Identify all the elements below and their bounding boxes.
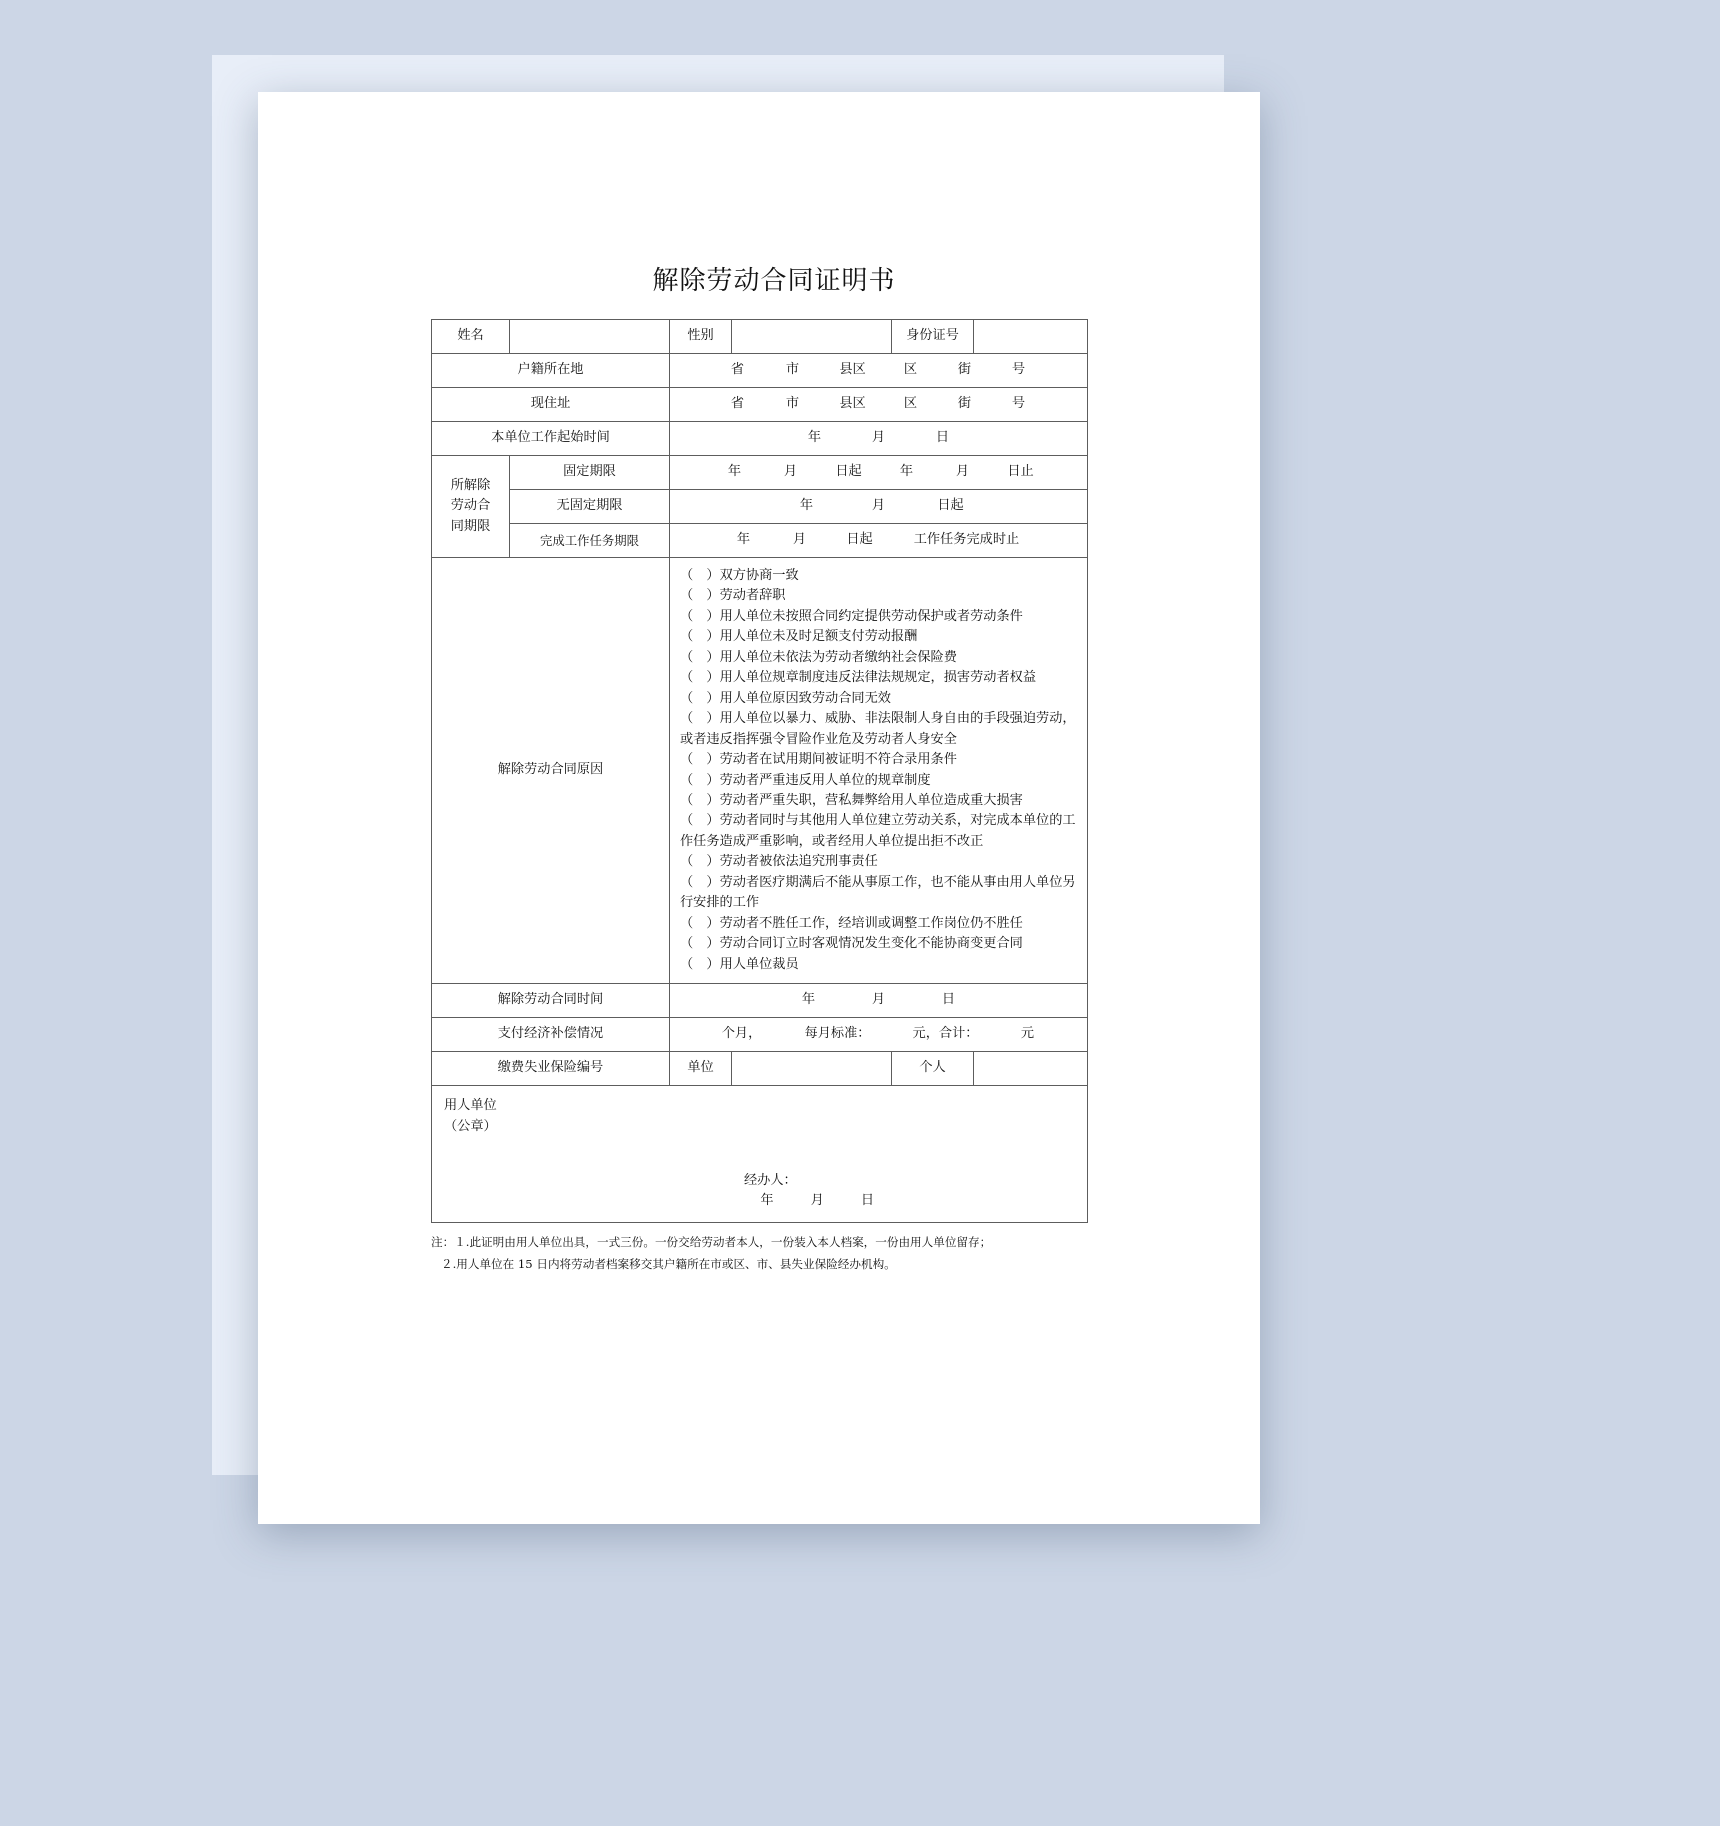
token-month: 月 <box>871 498 886 514</box>
reason-item[interactable] <box>680 648 1083 668</box>
token-year: 年 <box>736 532 751 548</box>
task-term-value-cell[interactable] <box>670 524 1088 558</box>
reason-text: 用人单位未及时足额支付劳动报酬 <box>719 629 918 645</box>
reason-text: 劳动者不胜任工作，经培训或调整工作岗位仍不胜任 <box>719 915 1023 931</box>
task-term-tokens <box>674 530 1083 550</box>
insurance-unit-input-cell[interactable] <box>732 1052 892 1086</box>
table-row-compensation <box>432 1018 1088 1052</box>
open-term-tokens <box>674 496 1083 516</box>
reason-checkbox[interactable]: （ ） <box>680 915 720 931</box>
reason-item[interactable] <box>680 627 1083 647</box>
footer-notes <box>431 1231 1087 1276</box>
table-row-fixed-term <box>432 456 1088 490</box>
token-street: 街 <box>957 362 972 378</box>
reason-checkbox[interactable]: （ ） <box>680 792 720 808</box>
footer-note-1: 注：１.此证明由用人单位出具，一式三份。一份交给劳动者本人，一份装入本人档案，一份由用人单位留存； <box>431 1234 992 1249</box>
handler-label: 经办人： <box>744 1172 797 1188</box>
token-province: 省 <box>730 362 745 378</box>
reason-checkbox[interactable]: （ ） <box>680 772 720 788</box>
gender-input-cell[interactable] <box>732 320 892 354</box>
insurance-person-input-cell[interactable] <box>974 1052 1088 1086</box>
reason-item[interactable] <box>680 586 1083 606</box>
reason-item[interactable] <box>680 689 1083 709</box>
token-month: 月 <box>810 1193 824 1209</box>
employer-label: 用人单位 <box>444 1098 497 1114</box>
table-row-signature <box>432 1086 1088 1223</box>
token-city: 市 <box>785 362 800 378</box>
reason-checkbox[interactable]: （ ） <box>680 956 720 972</box>
reasons-label: 解除劳动合同原因 <box>432 558 670 984</box>
reason-checkbox[interactable]: （ ） <box>680 874 720 890</box>
token-street: 街 <box>957 396 972 412</box>
id-number-input-cell[interactable] <box>974 320 1088 354</box>
fixed-term-value-cell[interactable] <box>670 456 1088 490</box>
terminate-time-value-cell[interactable] <box>670 984 1088 1018</box>
token-day: 日 <box>941 992 956 1008</box>
table-row-terminate-time <box>432 984 1088 1018</box>
reason-text: 用人单位以暴力、威胁、非法限制人身自由的手段强迫劳动， <box>719 711 1076 727</box>
reason-text: 劳动者严重违反用人单位的规章制度 <box>719 772 931 788</box>
terminate-time-tokens <box>674 990 1083 1010</box>
reason-text: 用人单位未按照合同约定提供劳动保护或者劳动条件 <box>719 608 1023 624</box>
reason-text: 劳动者严重失职，营私舞弊给用人单位造成重大损害 <box>719 792 1023 808</box>
reason-text: 劳动者在试用期间被证明不符合录用条件 <box>719 752 957 768</box>
group-label-line-1: 所解除 <box>450 477 491 493</box>
reason-checkbox[interactable]: （ ） <box>680 588 720 604</box>
name-input-cell[interactable] <box>510 320 670 354</box>
hukou-label: 户籍所在地 <box>432 354 670 388</box>
address-tokens <box>674 394 1083 414</box>
table-row-insurance <box>432 1052 1088 1086</box>
reason-item[interactable] <box>680 750 1083 770</box>
reason-checkbox[interactable]: （ ） <box>680 568 720 583</box>
hukou-value-cell[interactable] <box>670 354 1088 388</box>
reason-text: 劳动者被依法追究刑事责任 <box>719 854 878 870</box>
reason-text: 用人单位原因致劳动合同无效 <box>719 690 891 706</box>
seal-label: （公章） <box>444 1118 497 1134</box>
start-work-label: 本单位工作起始时间 <box>432 422 670 456</box>
reason-item[interactable] <box>680 873 1083 893</box>
footer-note-2: ２.用人单位在 15 日内将劳动者档案移交其户籍所在市或区、市、县失业保险经办机构。 <box>441 1257 896 1272</box>
token-month: 月 <box>792 532 807 548</box>
reason-item[interactable] <box>680 607 1083 627</box>
token-day-to: 日止 <box>1007 464 1034 480</box>
reason-text: 用人单位未依法为劳动者缴纳社会保险费 <box>719 649 957 665</box>
compensation-tokens <box>674 1024 1083 1044</box>
token-district: 区 <box>903 396 918 412</box>
signature-block[interactable] <box>432 1086 1088 1223</box>
token-day: 日 <box>860 1193 874 1209</box>
reason-text: 劳动者同时与其他用人单位建立劳动关系，对完成本单位的工 <box>719 813 1076 829</box>
reason-checkbox[interactable]: （ ） <box>680 936 720 952</box>
fixed-term-tokens <box>674 462 1083 482</box>
open-term-label: 无固定期限 <box>510 490 670 524</box>
reason-checkbox[interactable]: （ ） <box>680 854 720 870</box>
token-monthly-standard: 每月标准： <box>804 1026 871 1042</box>
token-number: 号 <box>1011 362 1026 378</box>
token-year-from: 年 <box>727 464 742 480</box>
reason-text: 劳动者医疗期满后不能从事原工作，也不能从事由用人单位另 <box>719 874 1076 890</box>
reason-text: 双方协商一致 <box>719 568 799 583</box>
start-work-date-tokens <box>674 428 1083 448</box>
token-city: 市 <box>785 396 800 412</box>
task-term-label: 完成工作任务期限 <box>510 524 670 558</box>
token-month: 月 <box>871 430 886 446</box>
start-work-value-cell[interactable] <box>670 422 1088 456</box>
reason-text: 劳动者辞职 <box>719 588 786 604</box>
token-year-to: 年 <box>899 464 914 480</box>
reason-item[interactable] <box>680 668 1083 688</box>
reason-text-continuation: 行安排的工作 <box>680 895 760 911</box>
form-container <box>431 319 1087 1276</box>
token-day-start: 日起 <box>846 532 873 548</box>
token-year: 年 <box>801 992 816 1008</box>
token-month-from: 月 <box>783 464 798 480</box>
token-number: 号 <box>1011 396 1026 412</box>
current-address-label: 现住址 <box>432 388 670 422</box>
reason-checkbox[interactable]: （ ） <box>680 608 720 624</box>
gender-label: 性别 <box>670 320 732 354</box>
token-county: 县区 <box>839 396 866 412</box>
table-row-identity <box>432 320 1088 354</box>
insurance-unit-label: 单位 <box>670 1052 732 1086</box>
token-year: 年 <box>760 1193 774 1209</box>
reason-checkbox[interactable]: （ ） <box>680 670 720 686</box>
reason-item[interactable] <box>680 771 1083 791</box>
table-row-open-term <box>432 490 1088 524</box>
token-yuan: 元 <box>1020 1026 1035 1042</box>
reason-text: 劳动合同订立时客观情况发生变化不能协商变更合同 <box>719 936 1023 952</box>
table-row-hukou <box>432 354 1088 388</box>
id-number-label: 身份证号 <box>892 320 974 354</box>
insurance-label: 缴费失业保险编号 <box>432 1052 670 1086</box>
reasons-list[interactable] <box>670 558 1088 984</box>
token-total: 元，合计： <box>912 1026 979 1042</box>
reason-item[interactable] <box>680 852 1083 872</box>
signature-date-tokens <box>444 1191 1075 1211</box>
hukou-tokens <box>674 360 1083 380</box>
terminate-time-label: 解除劳动合同时间 <box>432 984 670 1018</box>
reason-item[interactable] <box>680 566 1083 586</box>
compensation-value-cell[interactable] <box>670 1018 1088 1052</box>
reason-text: 用人单位裁员 <box>719 956 799 972</box>
token-year: 年 <box>799 498 814 514</box>
compensation-label: 支付经济补偿情况 <box>432 1018 670 1052</box>
reason-item[interactable] <box>680 914 1083 934</box>
page-title: 解除劳动合同证明书 <box>652 266 896 296</box>
table-row-task-term <box>432 524 1088 558</box>
token-day-start: 日起 <box>937 498 964 514</box>
group-label-line-2: 劳动合 <box>450 498 491 514</box>
reason-checkbox[interactable]: （ ） <box>680 711 720 727</box>
reason-text: 用人单位规章制度违反法律法规规定，损害劳动者权益 <box>719 670 1037 686</box>
token-month: 月 <box>871 992 886 1008</box>
token-month-to: 月 <box>955 464 970 480</box>
token-district: 区 <box>903 362 918 378</box>
certificate-table <box>431 319 1088 1223</box>
token-until-task-done: 工作任务完成时止 <box>913 532 1020 548</box>
group-label-line-3: 同期限 <box>450 518 491 534</box>
token-county: 县区 <box>839 362 866 378</box>
document-sheet <box>258 92 1260 1524</box>
reason-item[interactable] <box>680 709 1083 729</box>
table-row-reasons <box>432 558 1088 984</box>
table-row-address <box>432 388 1088 422</box>
insurance-person-label: 个人 <box>892 1052 974 1086</box>
contract-term-group-label <box>432 456 510 558</box>
reason-item[interactable] <box>680 955 1083 975</box>
table-row-start-work <box>432 422 1088 456</box>
current-address-value-cell[interactable] <box>670 388 1088 422</box>
token-months: 个月， <box>721 1026 762 1042</box>
reason-checkbox[interactable]: （ ） <box>680 752 720 768</box>
reason-checkbox[interactable]: （ ） <box>680 813 720 829</box>
name-label: 姓名 <box>432 320 510 354</box>
reason-text-continuation: 作任务造成严重影响，或者经用人单位提出拒不改正 <box>680 833 984 849</box>
token-year: 年 <box>807 430 822 446</box>
reason-item[interactable] <box>680 791 1083 811</box>
token-day-from: 日起 <box>835 464 862 480</box>
reason-checkbox[interactable]: （ ） <box>680 649 720 665</box>
reason-checkbox[interactable]: （ ） <box>680 629 720 645</box>
reason-checkbox[interactable]: （ ） <box>680 690 720 706</box>
token-province: 省 <box>730 396 745 412</box>
open-term-value-cell[interactable] <box>670 490 1088 524</box>
fixed-term-label: 固定期限 <box>510 456 670 490</box>
reason-text-continuation: 或者违反指挥强令冒险作业危及劳动者人身安全 <box>680 731 957 747</box>
reason-item[interactable] <box>680 934 1083 954</box>
token-day: 日 <box>935 430 950 446</box>
reason-item[interactable] <box>680 811 1083 831</box>
